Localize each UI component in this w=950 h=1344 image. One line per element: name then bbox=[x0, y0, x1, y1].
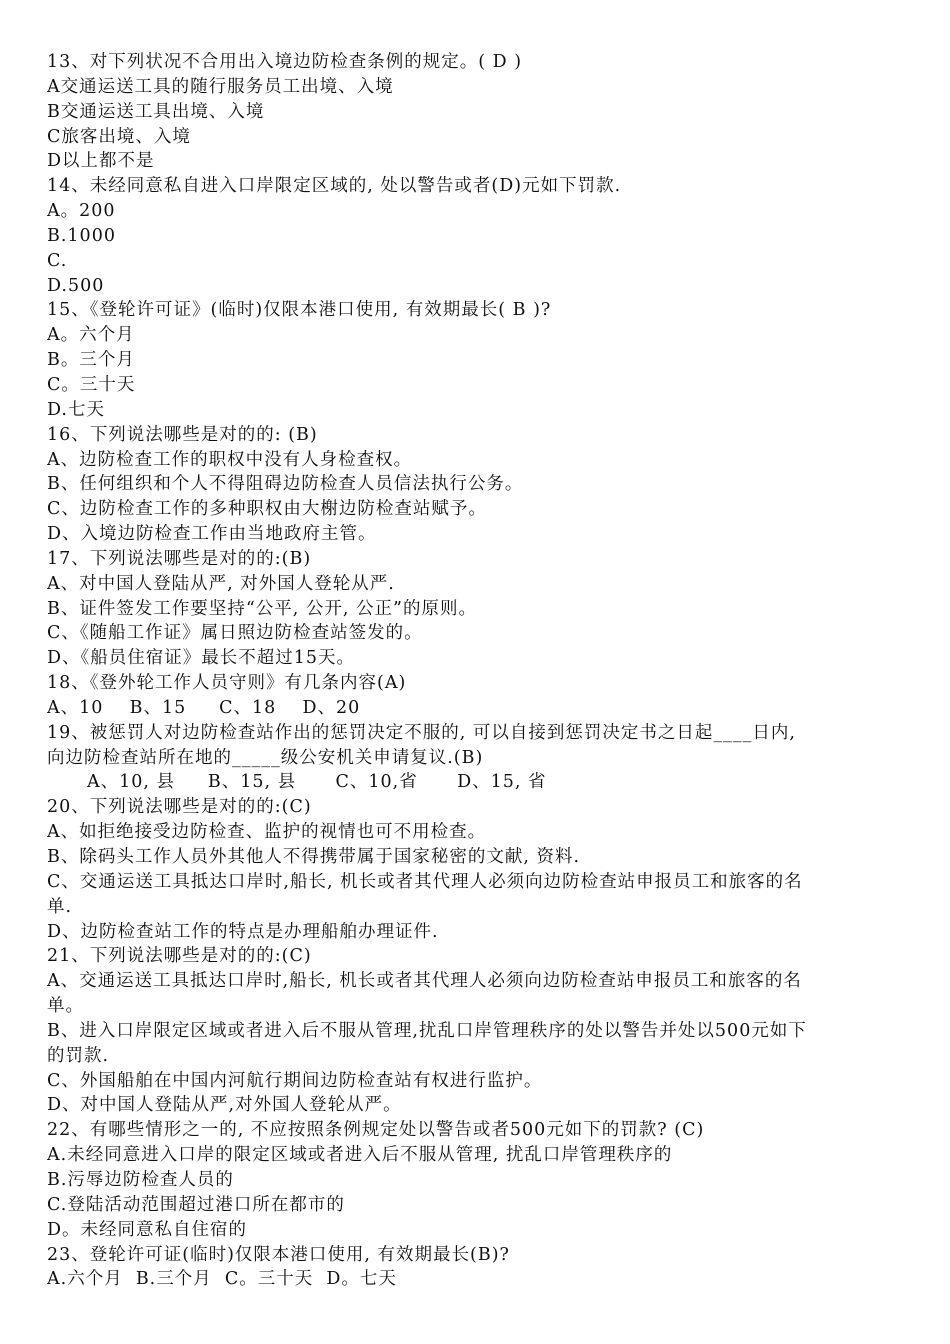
q15-option-b: B。三个月 bbox=[47, 350, 135, 371]
q17-option-b: B、证件签发工作要坚持“公平, 公开, 公正”的原则。 bbox=[47, 598, 478, 619]
q23-options: A.六个月 B.三个月 C。三十天 D。七天 bbox=[47, 1269, 397, 1290]
q21-option-d: D、对中国人登陆从严,对外国人登轮从严。 bbox=[47, 1095, 402, 1116]
q16-option-b: B、任何组织和个人不得阻碍边防检查人员信法执行公务。 bbox=[47, 474, 524, 495]
q21-option-c: C、外国船舶在中国内河航行期间边防检查站有权进行监护。 bbox=[47, 1070, 543, 1091]
q13-option-a: A交通运送工具的随行服务员工出境、入境 bbox=[47, 76, 394, 97]
q20-option-d: D、边防检查站工作的特点是办理船舶办理证件. bbox=[47, 921, 439, 942]
q16-option-c: C、边防检查工作的多种职权由大榭边防检查站赋予。 bbox=[47, 499, 487, 520]
q20-option-c: C、交通运送工具抵达口岸时,船长, 机长或者其代理人必须向边防检查站申报员工和旅客的名 bbox=[47, 871, 803, 892]
q14-option-b: B.1000 bbox=[47, 225, 116, 246]
q17-question: 17、下列说法哪些是对的的:(B) bbox=[47, 548, 312, 569]
q22-question: 22、有哪些情形之一的, 不应按照条例规定处以警告或者500元如下的罚款? (C) bbox=[47, 1120, 705, 1141]
q15-option-a: A。六个月 bbox=[47, 325, 135, 346]
q17-option-d: D、《船员住宿证》最长不超过15天。 bbox=[47, 648, 356, 669]
q19-options: A、10, 县 B、15, 县 C、10,省 D、15, 省 bbox=[87, 772, 547, 793]
q18-options: A、10 B、15 C、18 D、20 bbox=[47, 697, 361, 718]
q21-option-b-cont: 的罚款. bbox=[47, 1045, 110, 1066]
q22-option-a: A.未经同意进入口岸的限定区域或者进入后不服从管理, 扰乱口岸管理秩序的 bbox=[47, 1145, 673, 1166]
q13-option-c: C旅客出境、入境 bbox=[47, 126, 191, 147]
q14-question: 14、未经同意私自进入口岸限定区域的, 处以警告或者(D)元如下罚款. bbox=[47, 176, 622, 197]
q20-option-c-cont: 单. bbox=[47, 896, 73, 917]
q15-option-d: D.七天 bbox=[47, 399, 105, 420]
q14-option-a: A。200 bbox=[47, 201, 116, 222]
q13-option-b: B交通运送工具出境、入境 bbox=[47, 101, 265, 122]
q21-option-a: A、交通运送工具抵达口岸时,船长, 机长或者其代理人必须向边防检查站申报员工和旅客的名 bbox=[47, 971, 802, 992]
q22-option-b: B.污辱边防检查人员的 bbox=[47, 1169, 234, 1190]
q20-option-b: B、除码头工作人员外其他人不得携带属于国家秘密的文献, 资料. bbox=[47, 847, 581, 867]
q13-option-d: D以上都不是 bbox=[47, 151, 155, 172]
q16-option-a: A、边防检查工作的职权中没有人身检查权。 bbox=[47, 449, 413, 470]
q21-option-b: B、进入口岸限定区域或者进入后不服从管理,扰乱口岸管理秩序的处以警告并处以500元如下 bbox=[47, 1020, 807, 1041]
q16-question: 16、下列说法哪些是对的的: (B) bbox=[47, 424, 318, 445]
q20-question: 20、下列说法哪些是对的的:(C) bbox=[47, 797, 312, 818]
q15-option-c: C。三十天 bbox=[47, 374, 136, 395]
q21-option-a-cont: 单。 bbox=[47, 996, 84, 1017]
q19-question-line-2: 向边防检查站所在地的_____级公安机关申请复议.(B) bbox=[47, 747, 484, 768]
q20-option-a: A、如拒绝接受边防检查、监护的视情也可不用检查。 bbox=[47, 822, 487, 843]
q18-question: 18、《登外轮工作人员守则》有几条内容(A) bbox=[47, 673, 407, 694]
q21-question: 21、下列说法哪些是对的的:(C) bbox=[47, 946, 312, 967]
q15-question: 15、《登轮许可证》(临时)仅限本港口使用, 有效期最长( B )? bbox=[47, 300, 552, 321]
q19-question-line-1: 19、被惩罚人对边防检查站作出的惩罚决定不服的, 可以自接到惩罚决定书之日起____日内, bbox=[47, 722, 796, 743]
q23-question: 23、登轮许可证(临时)仅限本港口使用, 有效期最长(B)? bbox=[47, 1244, 510, 1265]
q16-option-d: D、入境边防检查工作由当地政府主管。 bbox=[47, 524, 377, 545]
q17-option-c: C、《随船工作证》属日照边防检查站签发的。 bbox=[47, 623, 423, 644]
q14-option-c: C. bbox=[47, 250, 68, 271]
q13-question: 13、对下列状况不合用出入境边防检查条例的规定。( D ) bbox=[47, 52, 523, 72]
q22-option-c: C.登陆活动范围超过港口所在都市的 bbox=[47, 1194, 345, 1215]
q14-option-d: D.500 bbox=[47, 275, 105, 296]
q22-option-d: D。未经同意私自住宿的 bbox=[47, 1219, 248, 1240]
q17-option-a: A、对中国人登陆从严, 对外国人登轮从严. bbox=[47, 573, 395, 594]
